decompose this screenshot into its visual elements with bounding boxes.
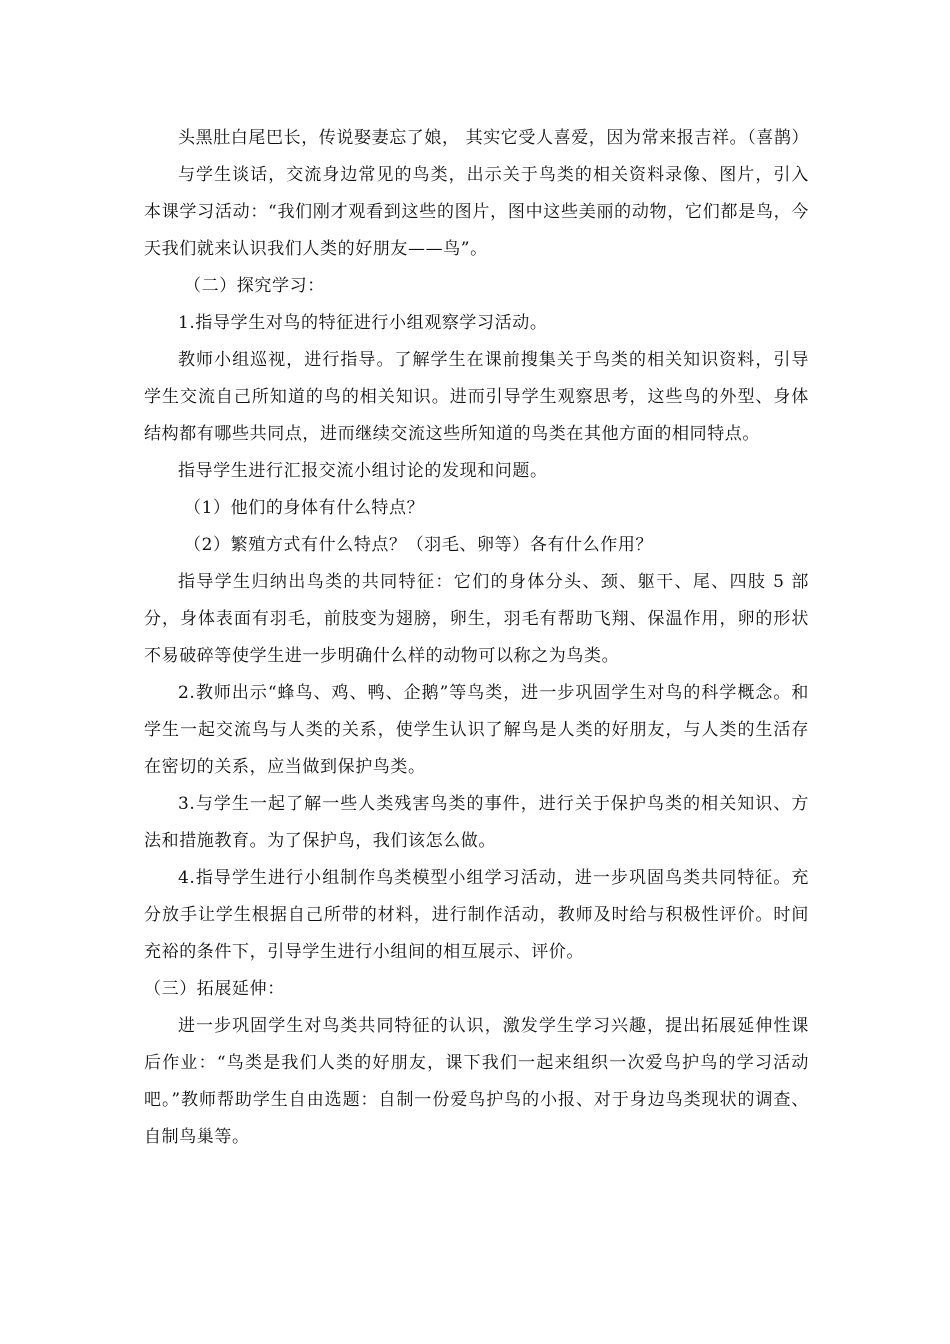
section-heading-extension: （三）拓展延伸： [144, 979, 285, 999]
question-2: （2）繁殖方式有什么特点？（羽毛、卵等）各有什么作用？ [184, 535, 654, 555]
document-body [144, 120, 809, 1156]
riddle-paragraph: 头黑肚白尾巴长，传说娶妻忘了娘， 其实它受人喜爱，因为常来报吉祥。（喜鹊） [178, 128, 810, 148]
question-1: （1）他们的身体有什么特点？ [184, 498, 425, 518]
step-2-paragraph: 2.教师出示“蜂鸟、鸡、鸭、企鹅”等鸟类，进一步巩固学生对鸟的科学概念。和学生一起交流鸟与人类的关系，使学生认识了解鸟是人类的好朋友，与人类的生活存在密切的关系，应当做到保护鸟类。 [144, 683, 809, 777]
report-paragraph: 指导学生进行汇报交流小组讨论的发现和问题。 [178, 461, 548, 481]
extension-paragraph: 进一步巩固学生对鸟类共同特征的认识，激发学生学习兴趣，提出拓展延伸性课后作业：“鸟类是我们人类的好朋友，课下我们一起来组织一次爱鸟护鸟的学习活动吧。”教师帮助学生自由选题：自制一份爱鸟护鸟的小报、对于身边鸟类现状的调查、自制鸟巢等。 [144, 1016, 809, 1147]
step-1-heading: 1.指导学生对鸟的特征进行小组观察学习活动。 [178, 313, 548, 333]
step-4-paragraph: 4.指导学生进行小组制作鸟类模型小组学习活动，进一步巩固鸟类共同特征。充分放手让学生根据自己所带的材料，进行制作活动，教师及时给与积极性评价。时间充裕的条件下，引导学生进行小组间的相互展示、评价。 [144, 868, 809, 962]
step-3-paragraph: 3.与学生一起了解一些人类残害鸟类的事件，进行关于保护鸟类的相关知识、方法和措施教育。为了保护鸟，我们该怎么做。 [144, 794, 809, 851]
intro-paragraph: 与学生谈话，交流身边常见的鸟类，出示关于鸟类的相关资料录像、图片，引入本课学习活动：“我们刚才观看到这些的图片，图中这些美丽的动物，它们都是鸟，今天我们就来认识我们人类的好朋友——鸟”。 [144, 165, 809, 259]
teacher-guidance-paragraph: 教师小组巡视，进行指导。了解学生在课前搜集关于鸟类的相关知识资料，引导学生交流自己所知道的鸟的相关知识。进而引导学生观察思考，这些鸟的外型、身体结构都有哪些共同点，进而继续交流这些所知道的鸟类在其他方面的相同特点。 [144, 350, 809, 444]
section-heading-inquiry: （二）探究学习： [184, 276, 325, 296]
features-paragraph: 指导学生归纳出鸟类的共同特征：它们的身体分头、颈、躯干、尾、四肢 5 部分，身体表面有羽毛，前肢变为翅膀，卵生，羽毛有帮助飞翔、保温作用，卵的形状不易破碎等使学生进一步明确什么样的动物可以称之为鸟类。 [144, 572, 809, 666]
